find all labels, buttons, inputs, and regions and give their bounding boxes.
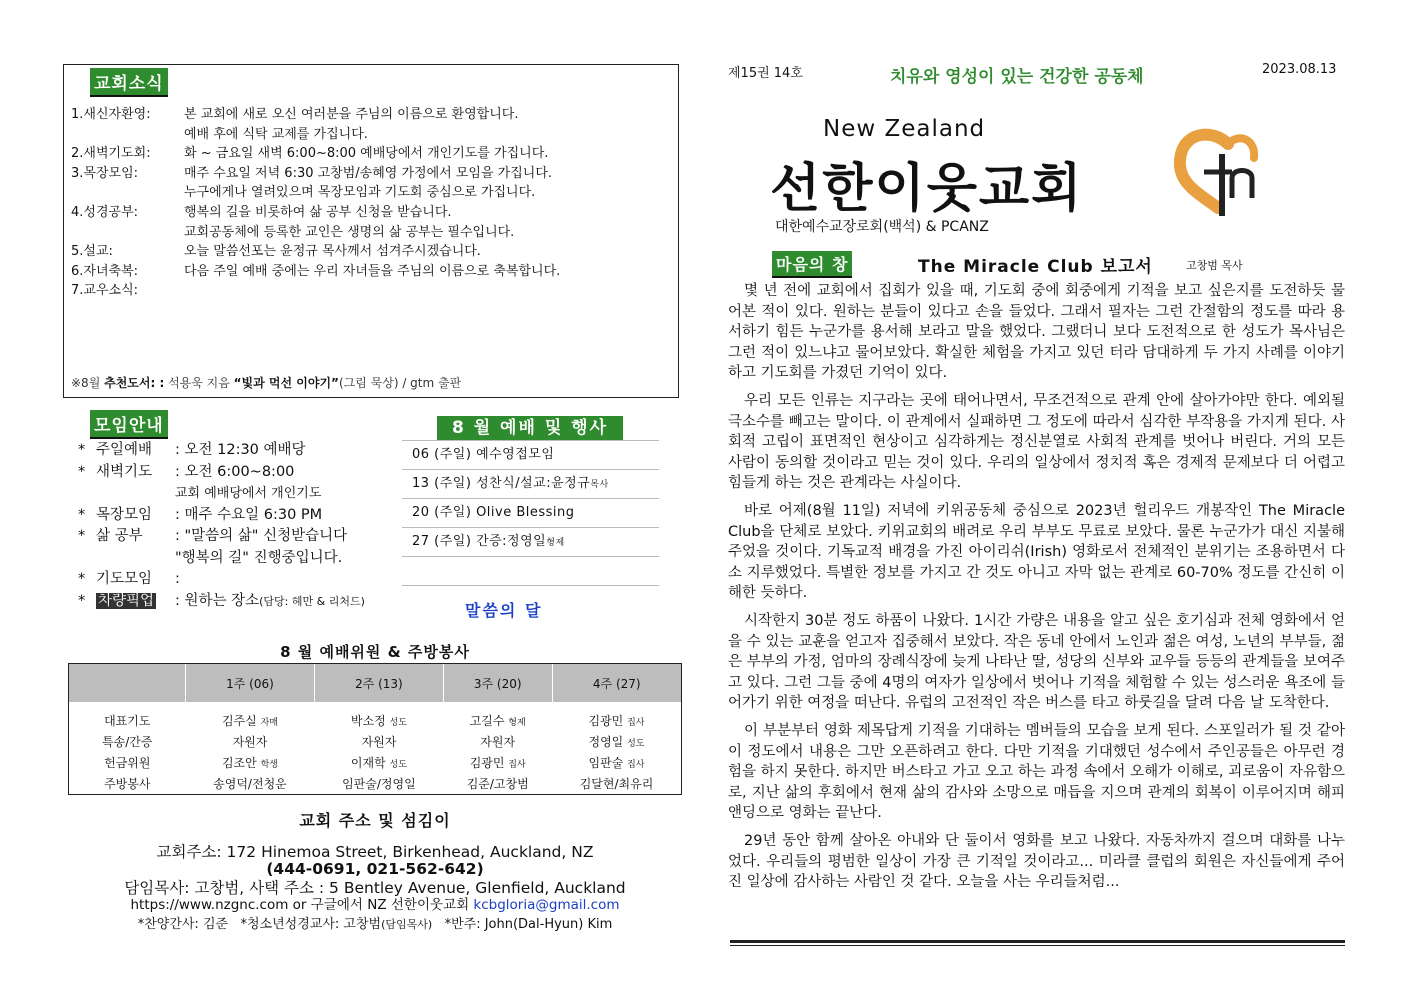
duty-row <box>69 731 681 752</box>
news-item <box>71 242 671 262</box>
duty-cell: 자원자 <box>232 735 268 749</box>
email-link[interactable]: kcbgloria@gmail.com <box>473 897 620 913</box>
news-item-label: 1.새신자환영: <box>71 107 151 122</box>
duty-cell: 김준/고창범 <box>466 777 529 791</box>
column-title: The Miracle Club 보고서 <box>918 257 1153 277</box>
duty-header <box>69 664 186 702</box>
address-title: 교회 주소 및 섬김이 <box>299 811 451 830</box>
church-news-box <box>63 64 679 398</box>
news-item-text: 본 교회에 새로 오신 여러분을 주님의 이름으로 환영합니다. <box>184 107 519 122</box>
duty-cell: 송영덕/전청운 <box>213 777 287 791</box>
issue-number: 제15권 14호 <box>728 66 803 81</box>
event-row: 06 (주일) 예수영접모임 <box>402 440 659 470</box>
meeting-worship: * 주일예배 : 오전 12:30 예배당 <box>78 442 306 458</box>
news-item-label: 4.성경공부: <box>71 204 139 220</box>
duty-role: 헌금위원 <box>104 756 151 770</box>
duty-row <box>69 773 681 794</box>
bottom-rule <box>730 940 1345 943</box>
news-item <box>71 144 671 164</box>
event-row-empty <box>402 557 659 586</box>
duty-header: 3주 (20) <box>443 664 552 702</box>
duty-role: 특송/간증 <box>102 735 153 749</box>
duty-row <box>69 752 681 773</box>
church-name: 선한이웃교회 <box>770 159 1084 219</box>
church-address: 교회주소: 172 Hinemoa Street, Birkenhead, Auckland, NZ <box>156 843 594 861</box>
column-paragraph: 29년 동안 함께 살아온 아내와 단 둘이서 영화를 보고 나왔다. 자동차까지 걸으며 대화를 나누었다. 우리들의 평범한 일상이 가장 큰 기적일 것이라고... 미라클 클럽의 회원은 자신들에게 주어진 일상에 감사하는 사람인 것 같다. 오늘을 사는 우리들처럼... <box>728 833 1345 890</box>
country-label: New Zealand <box>823 116 986 142</box>
column-paragraph: 바로 어제(8월 11일) 저녁에 키위공동체 중심으로 2023년 헐리우드 개봉작인 The Miracle Club을 단체로 보았다. 키위교회의 배려로 우리 부부도 무료로 보았다. 물론 누군가가 대신 지불해 주었을 것이다. 기독교적 배경을 가진 아이리쉬(Irish) 영화로서 전체적인 분위기는 조용하면서 다소 지루했었다. 특별한 정보를 가지고 간 것도 아니고 자막 없는 관계로 60-70% 정도를 간신히 이해한 듯하다. <box>728 503 1345 601</box>
column-body <box>728 281 1345 900</box>
column-author: 고창범 목사 <box>1186 259 1243 272</box>
duty-cell: 김달현/최유리 <box>579 777 654 791</box>
news-item-text <box>184 281 671 301</box>
news-item-text: 다음 주일 예배 중에는 우리 자녀들을 주님의 이름으로 축복합니다. <box>184 263 561 279</box>
event-row: 27 (주일) 간증:정영일형제 <box>402 528 659 557</box>
news-item-text: 행복의 길을 비롯하여 삶 공부 신청을 받습니다. <box>184 204 452 220</box>
news-item-label <box>71 183 184 203</box>
column-paragraph: 우리 모든 인류는 지구라는 곳에 태어나면서, 무조건적으로 관계 안에 살아가야만 한다. 예외될 극소수를 빼고는 말이다. 이 관계에서 실패하면 그 정도에 따라서 심각한 부작용을 가지게 된다. 사회적 고립이 표면적인 현상이고 심각하게는 정신분열로 사회적 관계를 벗어나 버린다. 거의 모든 사람이 동의할 것이라고 믿는 것이 있다. 우리의 일상에서 정치적 혹은 경제적 문제보다 더 어렵고 힘들게 하는 것은 관계라는 사실이다. <box>728 393 1345 491</box>
events-table <box>402 440 659 586</box>
church-news-list <box>71 105 671 301</box>
meeting-info-list: * 주일예배 : 오전 12:30 예배당 * 새벽기도 : 오전 6:00~8:00 교회 예배당에서 개인기도 * 목장모임 : 매주 수요일 6:30 PM * 삶 공부 : "말씀의 삶" 신청받습니다 "행복의 길" 진행중입니다. * 기도모임 : * 차량픽업 : 원하는 장소(담당: 헤만 & 리처드) <box>78 440 398 612</box>
news-item-label: 5.설교: <box>71 244 113 260</box>
recommended-book: ※8월 추천도서: : 석용욱 지음 “빛과 먹선 이야기”(그림 묵상) / gtm 출판 <box>71 376 462 390</box>
bulletin-date: 2023.08.13 <box>1262 62 1337 77</box>
news-item-text: 화 ~ 금요일 새벽 6:00~8:00 예배당에서 개인기도를 가집니다. <box>184 146 549 162</box>
column-paragraph: 시작한지 30분 정도 하품이 나왔다. 1시간 가량은 내용을 알고 싶은 호기심과 전체 영화에서 얻을 수 있는 교훈을 얻고자 집중해서 보았다. 작은 동네 안에서 노인과 젊은 여성, 노년의 부부들, 젊은 부부의 가정, 엄마의 장례식장에 늦게 나타난 딸, 성당의 신부와 교우들 등등의 관계들을 보여주고 있다. 그런 그들 중에 4명의 여자가 일상에서 벗어나 기적을 체험할 수 있는 성스러운 욕조에 들어가기 위한 여정을 떠난다. 유럽의 고전적인 작은 버스를 타고 하룻길을 달려 다음 날 도착한다. <box>728 613 1345 711</box>
meeting-info-heading: 모임안내 <box>90 410 168 439</box>
events-title: 8 월 예배 및 행사 <box>437 416 623 440</box>
duty-header: 4주 (27) <box>552 664 681 702</box>
news-item-label <box>71 125 184 145</box>
duty-header: 2주 (13) <box>314 664 443 702</box>
duty-cell: 임판술 집사 <box>588 756 645 770</box>
news-item <box>71 223 671 243</box>
news-item-label <box>71 223 184 243</box>
column-paragraph: 이 부분부터 영화 제목답게 기적을 기대하는 멤버들의 모습을 보게 된다. 스포일러가 될 것 같아 이 정도에서 내용은 그만 오픈하려고 한다. 다만 기적을 기대했던 성수에서 주인공들은 아무런 경험을 하지 못한다. 하지만 버스타고 가고 오고 하는 과정 속에서 오해가 이해로, 괴로움이 자유함으로, 지난 삶의 후회에서 현재 삶의 감사와 소망으로 매듭을 지으며 관계의 회복이 이루어지며 해피앤딩으로 영화는 끝난다. <box>728 723 1345 821</box>
news-item-text: 오늘 말씀선포는 윤정규 목사께서 섬겨주시겠습니다. <box>184 244 481 260</box>
month-theme: 말씀의 달 <box>465 601 543 620</box>
duty-cell: 박소정 성도 <box>350 714 407 728</box>
news-item <box>71 262 671 282</box>
event-row: 20 (주일) Olive Blessing <box>402 499 659 528</box>
church-logo-icon <box>1170 126 1260 218</box>
news-item-label: 7.교우소식: <box>71 283 139 299</box>
duty-cell: 임판술/정영일 <box>342 777 416 791</box>
news-item <box>71 125 671 145</box>
news-item <box>71 105 671 125</box>
duty-cell: 자원자 <box>361 735 397 749</box>
duty-cell: 자원자 <box>480 735 516 749</box>
news-item <box>71 183 671 203</box>
duty-cell: 정영일 성도 <box>588 735 645 749</box>
duty-table <box>68 663 682 795</box>
duty-role: 주방봉사 <box>104 777 151 791</box>
duty-cell: 고길수 형제 <box>469 714 526 728</box>
news-item-text: 교회공동체에 등록한 교인은 생명의 삶 공부는 필수입니다. <box>184 224 515 240</box>
church-motto: 치유와 영성이 있는 건강한 공동체 <box>890 67 1144 87</box>
duty-cell: 김조안 학생 <box>221 756 278 770</box>
duty-cell: 김주실 자매 <box>221 714 278 728</box>
church-news-title: 교회소식 <box>90 68 168 97</box>
news-item-text: 누구에게나 열려있으며 목장모임과 기도회 중심으로 가집니다. <box>184 185 536 201</box>
news-item-label: 3.목장모임: <box>71 165 139 181</box>
duty-row <box>69 702 681 731</box>
meeting-pickup: * 차량픽업 : 원하는 장소(담당: 헤만 & 리처드) <box>78 592 365 609</box>
event-row: 13 (주일) 성찬식/설교:윤정규목사 <box>402 470 659 499</box>
duty-cell: 이재학 성도 <box>350 756 407 770</box>
column-section-heading: 마음의 창 <box>772 251 852 278</box>
duty-header: 1주 (06) <box>186 664 315 702</box>
news-item <box>71 203 671 223</box>
duty-title: 8 월 예배위원 & 주방봉사 <box>280 643 470 661</box>
news-item <box>71 281 671 301</box>
column-paragraph: 몇 년 전에 교회에서 집회가 있을 때, 기도회 중에 회중에게 기적을 보고 싶은지를 도전하듯 물어본 적이 있다. 원하는 분들이 있다고 손을 들었다. 그래서 필자는 그런 간절함의 정도를 따라 용서하기 힘든 누군가를 용서해 보라고 말을 했었다. 그랬더니 보다 도전적으로 한 성도가 목사님은 그런 적이 있느냐고 물어보았다. 확실한 체험을 가지고 있던 터라 담대하게 두 가지 사례를 이야기하고 기도회를 가졌던 기억이 있다. <box>728 283 1345 381</box>
meeting-prayer: * 기도모임 : <box>78 571 180 587</box>
staff-line: *찬양간사: 김준 *청소년성경교사: 고창범(담임목사) *반주: John(Dal-Hyun) Kim <box>137 917 613 932</box>
meeting-dawn-prayer: * 새벽기도 : 오전 6:00~8:00 <box>78 463 295 480</box>
bottom-rule-thin <box>730 945 1345 946</box>
news-item-text: 매주 수요일 저녁 6:30 고창범/송혜영 가정에서 모임을 가집니다. <box>184 165 553 181</box>
website-line: https://www.nzgnc.com or 구글에서 NZ 선한이웃교회 kcbgloria@gmail.com <box>130 897 620 913</box>
pastor-address: 담임목사: 고창범, 사택 주소 : 5 Bentley Avenue, Glenfield, Auckland <box>124 879 626 897</box>
denomination: 대한예수교장로회(백석) & PCANZ <box>775 219 989 235</box>
meeting-life-study: * 삶 공부 : "말씀의 삶" 신청받습니다 <box>78 528 348 544</box>
news-item <box>71 164 671 184</box>
duty-cell: 김광민 집사 <box>469 756 526 770</box>
news-item-label: 2.새벽기도회: <box>71 146 151 162</box>
news-item-text: 예배 후에 식탁 교제를 가집니다. <box>184 126 368 142</box>
duty-cell: 김광민 집사 <box>588 714 645 728</box>
church-phone: (444-0691, 021-562-642) <box>266 860 484 878</box>
meeting-cell-group: * 목장모임 : 매주 수요일 6:30 PM <box>78 506 323 523</box>
duty-role: 대표기도 <box>104 714 151 728</box>
news-item-label: 6.자녀축복: <box>71 263 139 279</box>
